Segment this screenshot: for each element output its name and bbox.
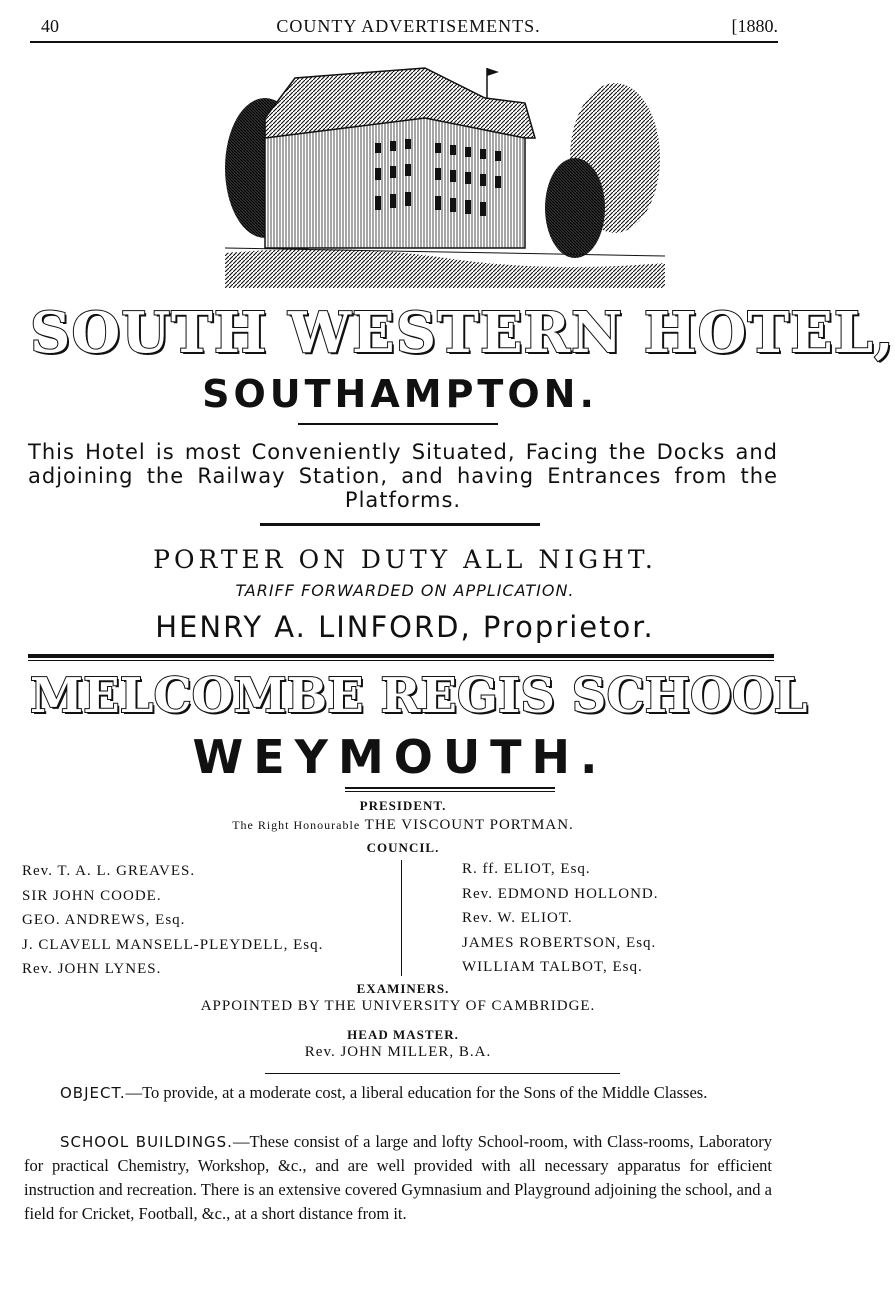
proprietor-line: HENRY A. LINFORD, Proprietor. [155, 610, 655, 644]
section-title: COUNTY ADVERTISEMENTS. [276, 16, 541, 36]
council-list-left [22, 859, 402, 982]
page-number: 40 [41, 16, 59, 36]
headmaster-heading: HEAD MASTER. [347, 1027, 459, 1042]
divider-rule [260, 523, 540, 526]
headmaster-name: Rev. JOHN MILLER, B.A. [304, 1044, 492, 1060]
object-label: OBJECT. [60, 1084, 126, 1102]
town-rule [298, 423, 498, 425]
president-name: THE VISCOUNT PORTMAN. [364, 817, 574, 833]
hotel-name: SOUTH WESTERN HOTEL, [30, 300, 895, 366]
porter-notice: PORTER ON DUTY ALL NIGHT. [153, 545, 657, 574]
council-member: SIR JOHN COODE. [22, 887, 162, 904]
buildings-paragraph [24, 1130, 772, 1226]
council-member: Rev. W. ELIOT. [462, 910, 573, 926]
president-title: The Right Honourable [232, 818, 361, 832]
council-member: Rev. JOHN LYNES. [22, 961, 162, 977]
council-member: GEO. ANDREWS, Esq. [22, 912, 186, 928]
examiners-heading: EXAMINERS. [356, 981, 450, 996]
hotel-description: This Hotel is most Conveniently Situated, Facing the Docks and adjoining the Railway Station, and having Entrances from the Platforms. [28, 440, 778, 512]
hotel-engraving [225, 48, 665, 288]
president-line [30, 817, 776, 834]
council-list-right [462, 857, 782, 980]
school-name: MELCOMBE REGIS SCHOOL [30, 668, 808, 724]
object-paragraph [24, 1081, 772, 1105]
buildings-label: SCHOOL BUILDINGS. [60, 1133, 233, 1151]
council-member: J. CLAVELL MANSELL-PLEYDELL, Esq. [22, 936, 324, 953]
council-member: R. ff. ELIOT, Esq. [462, 861, 591, 877]
school-rule-thin [345, 791, 555, 792]
school-town: WEYMOUTH. [192, 730, 608, 784]
object-text: —To provide, at a moderate cost, a liberal education for the Sons of the Middle Classes. [125, 1083, 708, 1102]
school-rule [345, 787, 555, 789]
section-rule [28, 654, 774, 658]
closing-rule [265, 1073, 620, 1074]
council-member: WILLIAM TALBOT, Esq. [462, 959, 643, 975]
council-divider [401, 860, 402, 976]
president-heading: PRESIDENT. [359, 798, 447, 813]
section-rule-thin [28, 660, 774, 661]
running-head [37, 10, 780, 40]
year: [1880. [731, 16, 778, 36]
council-member: JAMES ROBERTSON, Esq. [462, 934, 657, 951]
council-heading: COUNCIL. [366, 840, 440, 855]
buildings-text: —These consist of a large and lofty School-room, with Class-rooms, Laboratory for practical Chemistry, Workshop, &c., and are well provided with all necessary apparatus for efficient instruction and recreation. There is an extensive covered Gymnasium and Playground adjoining the school, and a field for Cricket, Football, &c., at a short distance from it. [24, 1132, 772, 1223]
hotel-town: SOUTHAMPTON. [202, 372, 598, 416]
council-member: Rev. T. A. L. GREAVES. [22, 863, 196, 879]
tariff-notice: TARIFF FORWARDED ON APPLICATION. [235, 581, 575, 600]
header-rule [30, 41, 778, 43]
examiners-text: APPOINTED BY THE UNIVERSITY OF CAMBRIDGE. [200, 998, 596, 1014]
council-member: Rev. EDMOND HOLLOND. [462, 885, 659, 902]
